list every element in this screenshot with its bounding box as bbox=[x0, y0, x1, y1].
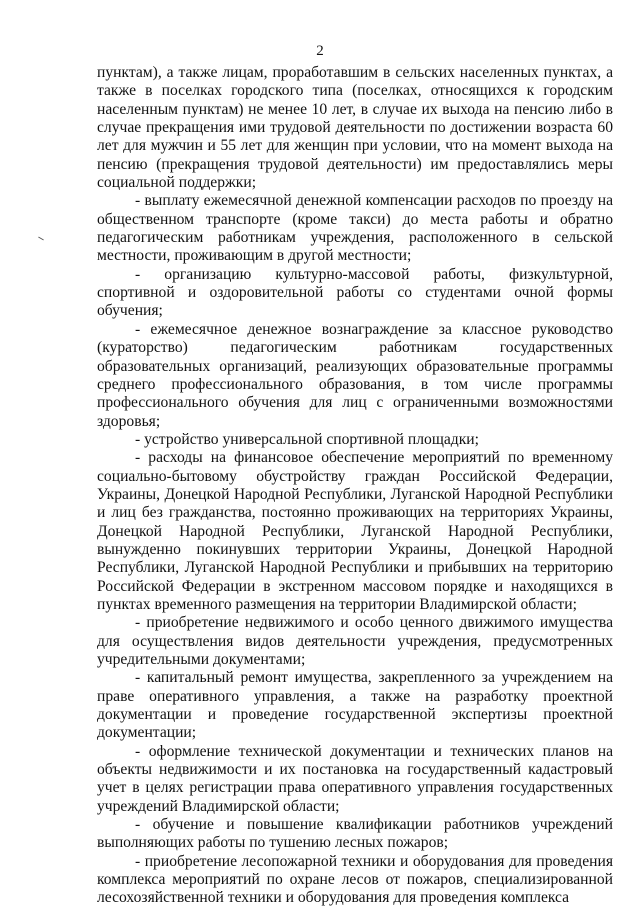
list-item-property-acquisition: - приобретение недвижимого и особо ценного движимого имущества для осуществления видов деятельности учреждения, предусмотренных учредительными документами; bbox=[97, 614, 613, 668]
paragraph-continuation: пунктам), а также лицам, проработавшим в сельских населенных пунктах, а также в поселках городского типа (поселках, относящихся к городским населенным пунктам) не менее 10 лет, в случае их выхода на пенсию либо в случае прекращения ими трудовой деятельности по достижении возраста 60 лет для мужчин и 55 лет для женщин при условии, что на момент выхода на пенсию (прекращения трудовой деятельности) им предоставлялись меры социальной поддержки; bbox=[97, 64, 613, 192]
list-item-technical-documentation: - оформление технической документации и технических планов на объекты недвижимости и их постановка на государственный кадастровый учет в целях регистрации права оперативного управления государственных учреждений Владимирской области; bbox=[97, 742, 613, 815]
list-item-sports-ground: - устройство универсальной спортивной площадки; bbox=[135, 430, 479, 448]
page-number: 2 bbox=[316, 43, 324, 59]
list-item-capital-repair: - капитальный ремонт имущества, закрепленного за учреждением на праве оперативного управления, а также на разработку проектной документации и проведение государственной экспертизы проектной документации; bbox=[97, 669, 613, 742]
list-item-transport-compensation: - выплату ежемесячной денежной компенсации расходов по проезду на общественном транспорте (кроме такси) до места работы и обратно педагогическим работникам учреждения, расположенного в сельской местности, проживающим в другой местности; bbox=[97, 192, 613, 265]
list-item-curator-reward: - ежемесячное денежное вознаграждение за классное руководство (кураторство) педагогическим работникам государственных образовательных организаций, реализующих образовательные программы среднего профессионального образования, в том числе программы профессионального обучения для лиц с ограниченными возможностями здоровья; bbox=[97, 320, 613, 430]
scan-mark bbox=[38, 237, 44, 241]
list-item-fire-equipment: - приобретение лесопожарной техники и оборудования для проведения комплекса мероприятий по охране лесов от пожаров, специализированной лесохозяйственной техники и оборудования для проведения комплекса bbox=[97, 852, 613, 907]
list-item-temporary-accommodation: - расходы на финансовое обеспечение мероприятий по временному социально-бытовому обустройству граждан Российской Федерации, Украины, Донецкой Народной Республики, Луганской Народной Республики и лиц без гражданства, постоянно проживающих на территориях Украины, Донецкой Народной Республики, Луганской Народной Республики, вынужденно покинувших территории Украины, Донецкой Народной Республики, Луганской Народной Республики и прибывших на территорию Российской Федерации в экстренном массовом порядке и находящихся в пунктах временного размещения на территории Владимирской области; bbox=[97, 449, 613, 613]
document-body bbox=[97, 64, 613, 908]
list-item-cultural-work: - организацию культурно-массовой работы, физкультурной, спортивной и оздоровительной работы со студентами очной формы обучения; bbox=[97, 265, 613, 320]
list-item-training: - обучение и повышение квалификации работников учреждений выполняющих работы по тушению лесных пожаров; bbox=[97, 816, 613, 852]
